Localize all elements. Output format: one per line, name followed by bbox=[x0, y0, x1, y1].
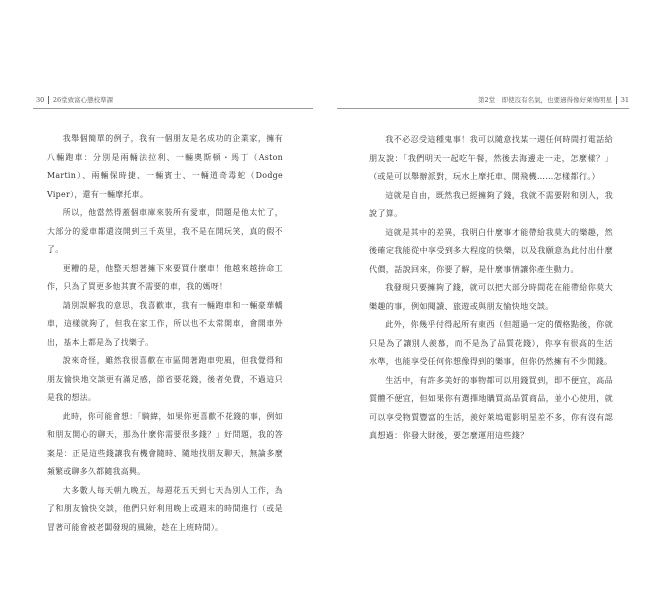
paragraph: 我舉個簡單的例子，我有一個朋友是名成功的企業家，擁有八輛跑車：分別是兩輛法拉利、一輛奧斯頓・馬丁（Aston Martin）、兩輛保時捷、一輛賓士、一輛道奇毒蛇（Dodge Viper），還有一輛摩托車。 bbox=[47, 134, 283, 199]
left-header-rule bbox=[33, 108, 313, 109]
paragraph: 大多數人每天朝九晚五，每週花五天到七天為別人工作，為了和朋友愉快交談，他們只好利用晚上或週末的時間進行（或是冒著可能會被老闆發現的風險，趁在上班時間）。 bbox=[47, 485, 283, 532]
paragraph: 所以，他當然得蓋個車庫來裝所有愛車，問題是他太忙了，大部分的愛車都還沒開到三千英里，我不是在開玩笑，真的假不了。 bbox=[47, 208, 283, 254]
left-page-number: 30 bbox=[36, 96, 45, 104]
header-separator bbox=[616, 96, 617, 104]
paragraph: 此外，你幾乎付得起所有東西（但超過一定的價格點後，你就只是為了讓別人羨慕，而不是為了品質花錢），你享有很高的生活水準，也能享受任何你想像得到的樂事，但你仍然擁有不少閒錢。 bbox=[369, 319, 613, 366]
paragraph: 請別誤解我的意思，我喜歡車，我有一輛跑車和一輛豪華轎車，這樣就夠了，但我在家工作，所以也不太常開車，會開車外出，基本上都是為了找樂子。 bbox=[47, 300, 283, 347]
right-page-number: 31 bbox=[620, 96, 629, 104]
paragraph: 此時，你可能會想：「騎緯，如果你更喜歡不花錢的事，例如和朋友開心的聊天，那為什麼你需要很多錢？」好問題，我的答案是：正是這些錢讓我有機會隨時、隨地找朋友聊天，無論多麼頻繁或聊多久都隨我高興。 bbox=[47, 411, 283, 476]
right-page-header bbox=[478, 95, 629, 104]
paragraph: 這就是自由，既然我已經擁夠了錢，我就不需要附和別人，我說了算。 bbox=[369, 189, 613, 218]
header-separator bbox=[48, 96, 49, 104]
right-running-title: 第2堂 即使沒有名氣，也要過得像好萊塢明星 bbox=[477, 96, 613, 104]
paragraph: 說來奇怪，雖然我很喜歡在市區開著跑車兜風，但我覺得和朋友愉快地交談更有滿足感，節省要花錢，後者免費，不過這只是我的想法。 bbox=[47, 356, 283, 402]
left-page-header bbox=[36, 95, 113, 104]
left-running-title: 26堂致富心態校準課 bbox=[52, 96, 114, 104]
paragraph: 更糟的是，他整天想著擁下來要買什麼車！他越來越拚命工作，只為了買更多他其實不需要的車，我的媽呀！ bbox=[47, 263, 283, 291]
right-header-rule bbox=[337, 108, 629, 109]
left-page-body bbox=[47, 130, 283, 537]
paragraph: 我發現只要擁夠了錢，就可以把大部分時間花在能帶給你莫大樂趣的事，例如閱讀、旅遊或與朋友愉快地交談。 bbox=[369, 282, 613, 311]
paragraph: 我不必忍受這種鬼事！我可以隨意找某一週任何時間打電話給朋友說：「我們明天一起吃午餐，然後去海邊走一走，怎麼樣？」（或是可以舉辦派對，玩水上摩托車、開飛機……怎樣都行。） bbox=[369, 134, 613, 181]
paragraph: 生活中，有許多美好的事物都可以用錢買到，即不便宜，高品質體不便宜，但如果你有選擇地購買高品質商品，並小心使用，就可以享受物質豐富的生活，羨好萊塢電影明星差不多，你有沒有認真想過：你發大財後，要怎麼運用這些錢？ bbox=[369, 374, 613, 440]
paragraph: 這就是其中的差異，我明白什麼事才能帶給我莫大的樂趣，然後確定我能從中享受到多大程度的快樂，以及我願意為此付出什麼代價，話說回來，你要了解，是什麼事情讓你產生動力。 bbox=[369, 226, 613, 274]
right-page-body bbox=[369, 130, 613, 445]
